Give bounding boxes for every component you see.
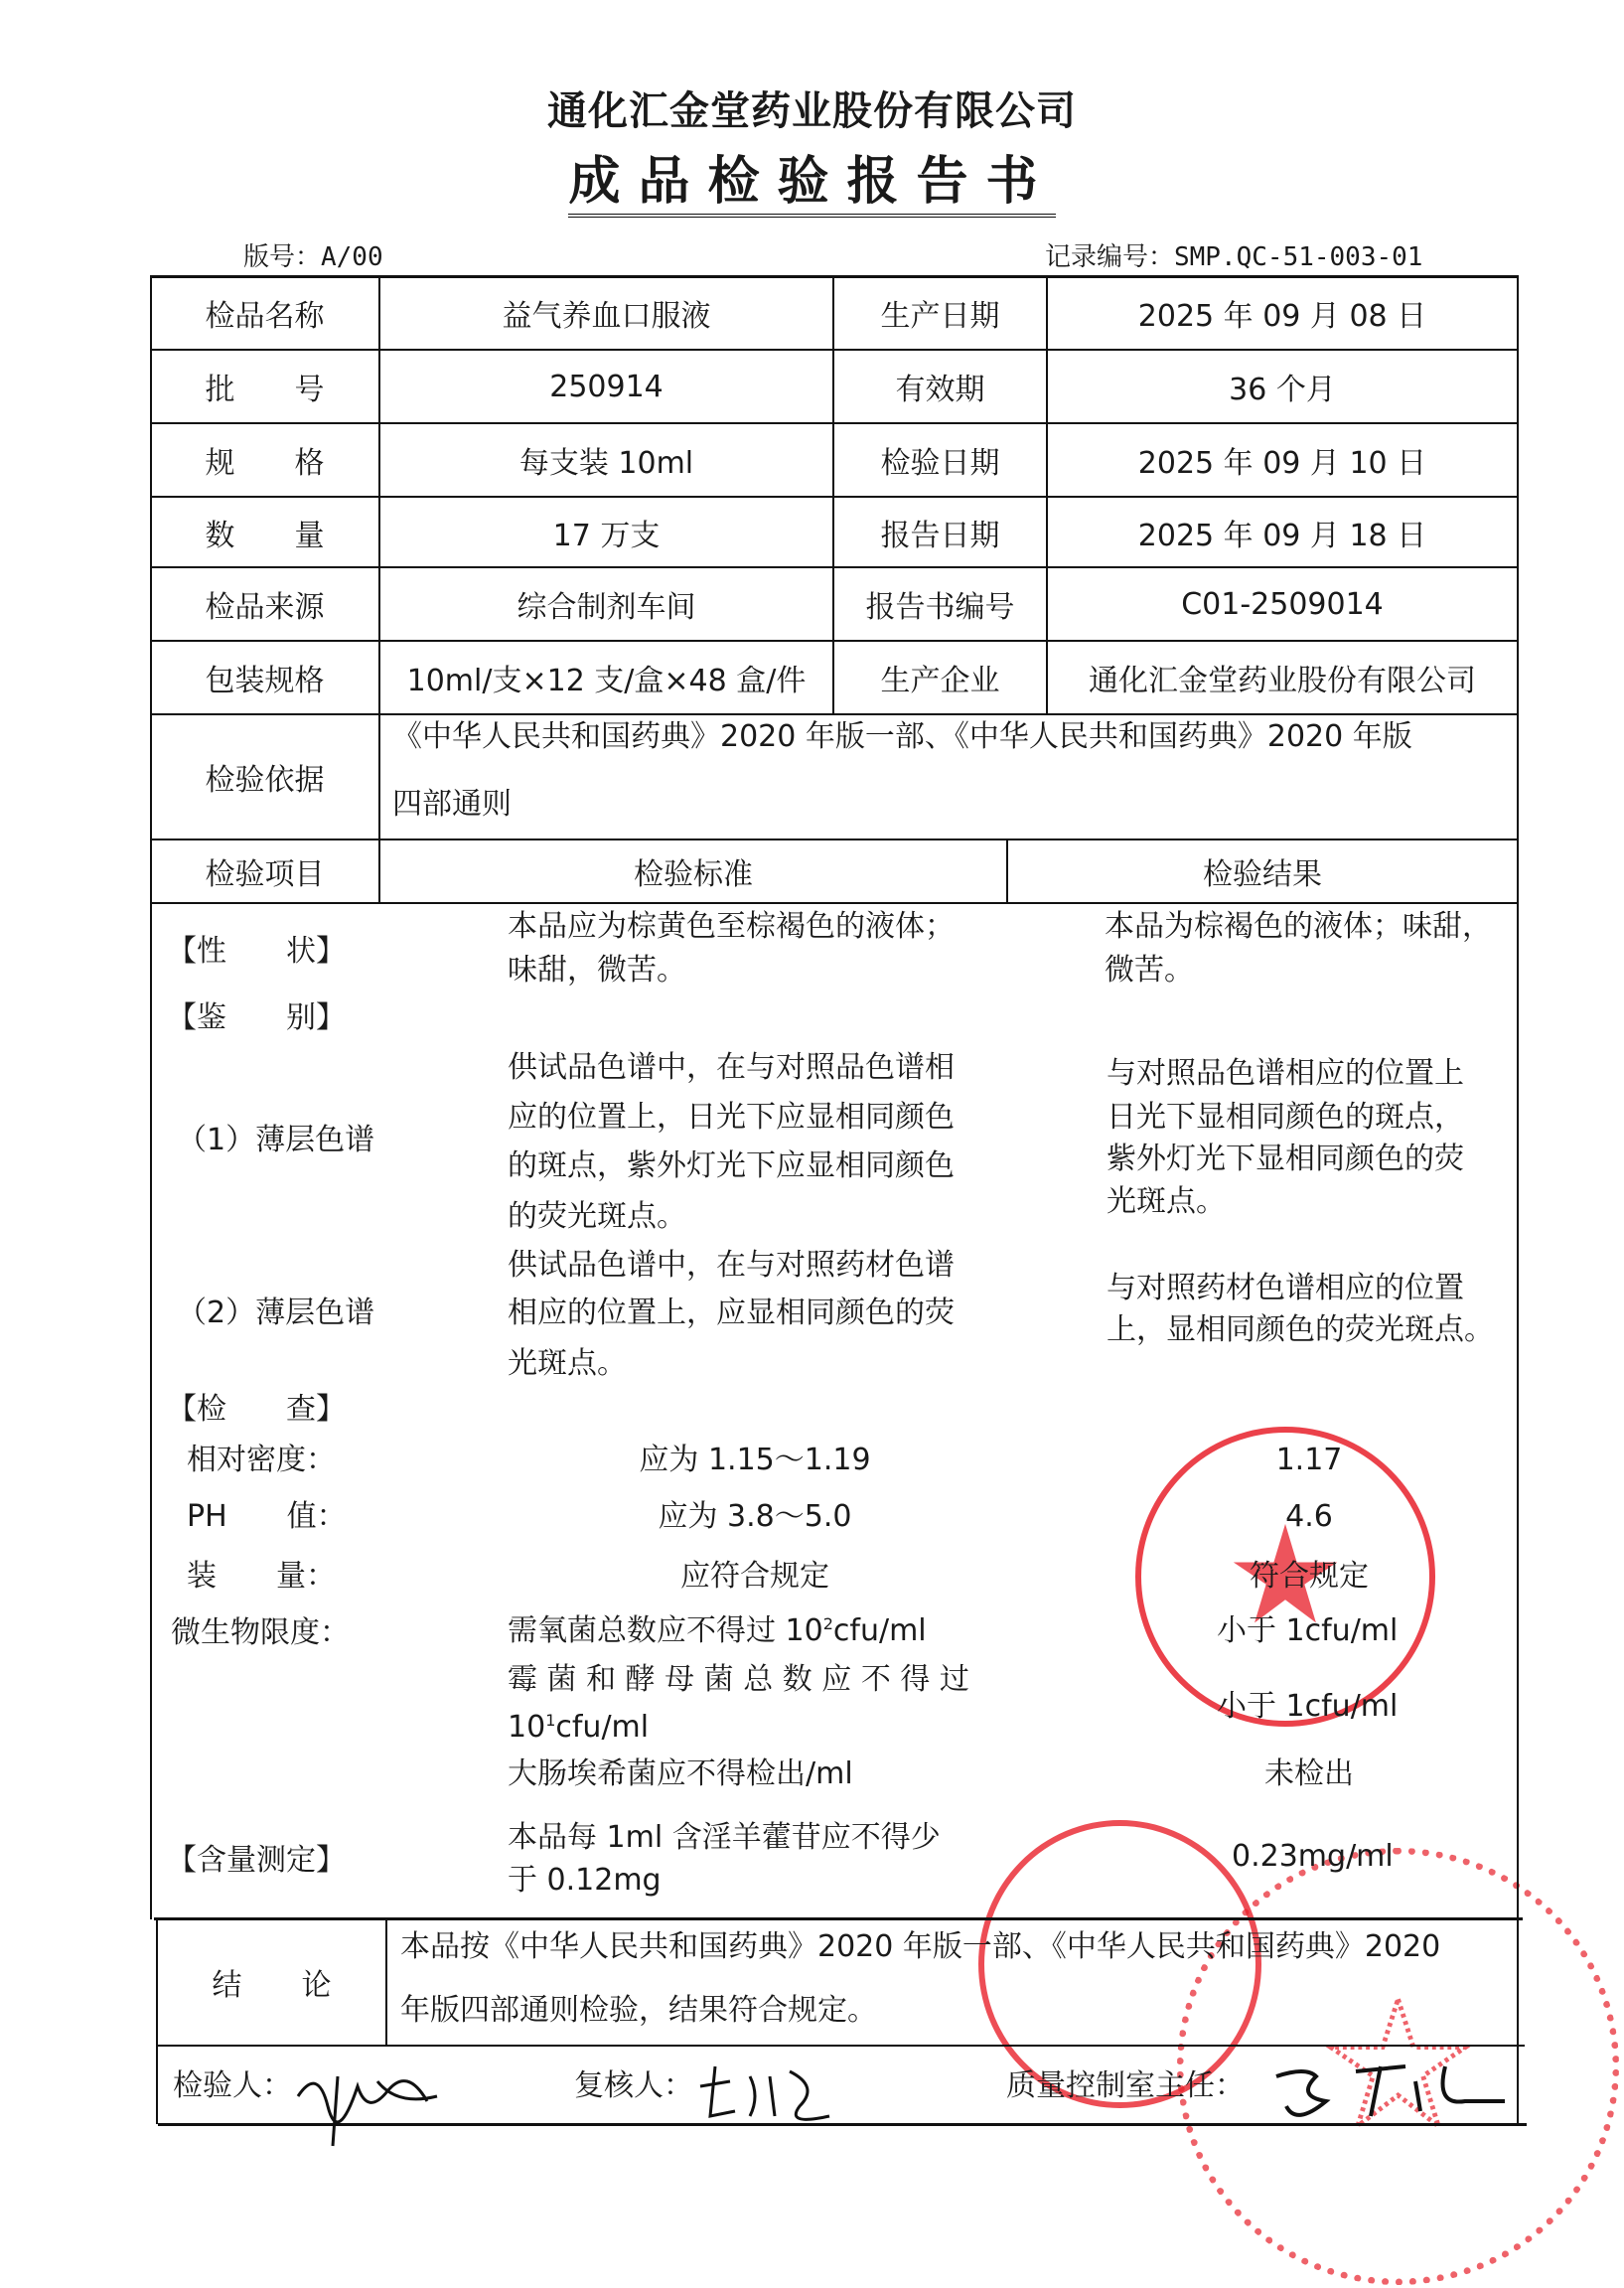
result-line: 日光下显相同颜色的斑点，: [1107, 1100, 1464, 1135]
value-report-no: C01-2509014: [1181, 586, 1384, 622]
col-item: 检验项目: [205, 857, 325, 892]
col-result: 检验结果: [1203, 857, 1322, 892]
result-filling: 符合规定: [1250, 1559, 1369, 1594]
value-test-date: 2025 年 09 月 10 日: [1137, 446, 1427, 481]
label-test-date: 检验日期: [880, 446, 1000, 481]
record-number: 记录编号：SMP.QC-51-003-01: [1045, 242, 1423, 272]
label-validity: 有效期: [895, 373, 985, 407]
inspector-label: 检验人：: [173, 2068, 292, 2103]
exponent: 2: [822, 1614, 833, 1633]
result-assay: 0.23mg/ml: [1232, 1839, 1394, 1874]
std-line: 的斑点，紫外灯光下应显相同颜色: [508, 1148, 955, 1183]
inspector-signature: [288, 2047, 447, 2156]
divider: [150, 902, 1519, 904]
std-text: cfu/ml: [555, 1710, 650, 1745]
exponent: 1: [545, 1711, 556, 1730]
conclusion-line2: 年版四部通则检验，结果符合规定。: [400, 1993, 877, 2028]
std-line: 味甜，微苦。: [508, 953, 686, 988]
std-line: 于 0.12mg: [508, 1863, 662, 1898]
item-inspection: 【检 查】: [167, 1392, 346, 1427]
std-micro-2a: 霉 菌 和 酵 母 菌 总 数 应 不 得 过: [508, 1662, 969, 1697]
divider: [385, 1917, 387, 2045]
value-packaging: 10ml/支×12 支/盒×48 盒/件: [406, 664, 807, 698]
value-manufacturer: 通化汇金堂药业股份有限公司: [1089, 664, 1476, 698]
reviewer-label: 复核人：: [574, 2068, 693, 2103]
std-micro-2b: [508, 1710, 649, 1746]
value-product-name: 益气养血口服液: [502, 299, 711, 334]
item-micro: 微生物限度：: [171, 1615, 350, 1650]
qc-head-signature: [1266, 2047, 1515, 2136]
divider: [1517, 276, 1519, 2124]
std-line: 光斑点。: [508, 1346, 627, 1381]
label-production-date: 生产日期: [880, 299, 1000, 334]
label-product-name: 检品名称: [205, 299, 325, 334]
item-identification: 【鉴 别】: [167, 1000, 346, 1035]
result-line: 本品为棕褐色的液体；味甜，: [1105, 909, 1492, 944]
value-source: 综合制剂车间: [517, 590, 696, 625]
std-filling: 应符合规定: [680, 1559, 829, 1594]
std-text: cfu/ml: [832, 1613, 927, 1648]
result-line: 与对照药材色谱相应的位置: [1107, 1271, 1464, 1305]
std-text: 10: [508, 1710, 546, 1745]
col-standard: 检验标准: [634, 857, 753, 892]
conclusion-line1: 本品按《中华人民共和国药典》2020 年版一部、《中华人民共和国药典》2020: [400, 1929, 1441, 1964]
item-tlc2: （2）薄层色谱: [177, 1296, 375, 1330]
result-density: 1.17: [1275, 1443, 1343, 1477]
label-manufacturer: 生产企业: [880, 664, 1000, 698]
result-line: 与对照品色谱相应的位置上: [1107, 1056, 1464, 1091]
value-validity: 36 个月: [1229, 373, 1336, 407]
label-quantity: 数 量: [205, 518, 325, 553]
version-number: 版号：A/00: [243, 242, 383, 272]
basis-line2: 四部通则: [392, 787, 512, 822]
std-micro-3: 大肠埃希菌应不得检出/ml: [508, 1756, 853, 1791]
item-filling: 装 量：: [187, 1559, 336, 1594]
basis-line1: 《中华人民共和国药典》2020 年版一部、《中华人民共和国药典》2020 年版: [392, 719, 1412, 754]
item-assay: 【含量测定】: [167, 1843, 346, 1878]
report-title: 成品检验报告书: [0, 139, 1624, 214]
result-line: 微苦。: [1105, 953, 1194, 988]
result-ph: 4.6: [1285, 1499, 1333, 1534]
label-basis: 检验依据: [205, 763, 325, 798]
std-line: 的荧光斑点。: [508, 1199, 686, 1234]
label-packaging: 包装规格: [205, 664, 325, 698]
value-batch: 250914: [549, 369, 664, 404]
value-report-date: 2025 年 09 月 18 日: [1137, 518, 1427, 553]
value-production-date: 2025 年 09 月 08 日: [1137, 299, 1427, 334]
result-micro-3: 未检出: [1264, 1756, 1354, 1791]
label-batch: 批 号: [205, 373, 325, 407]
std-line: 相应的位置上，应显相同颜色的荧: [508, 1296, 955, 1330]
item-tlc1: （1）薄层色谱: [177, 1123, 375, 1157]
std-micro-1: [508, 1613, 927, 1649]
item-ph: PH 值：: [187, 1499, 347, 1534]
std-text: 需氧菌总数应不得过 10: [508, 1613, 823, 1648]
std-line: 供试品色谱中，在与对照药材色谱: [508, 1248, 955, 1283]
item-appearance: 【性 状】: [167, 934, 346, 969]
result-line: 紫外灯光下显相同颜色的荧: [1107, 1142, 1464, 1176]
qc-head-label: 质量控制室主任：: [1006, 2068, 1245, 2103]
value-spec: 每支装 10ml: [518, 446, 694, 481]
std-line: 供试品色谱中，在与对照品色谱相: [508, 1050, 955, 1085]
label-spec: 规 格: [205, 446, 325, 481]
std-line: 本品每 1ml 含淫羊藿苷应不得少: [508, 1820, 941, 1855]
item-density: 相对密度：: [187, 1443, 336, 1477]
result-line: 上，显相同颜色的荧光斑点。: [1107, 1312, 1494, 1347]
std-density: 应为 1.15～1.19: [639, 1443, 871, 1477]
label-report-date: 报告日期: [880, 518, 1000, 553]
label-conclusion: 结 论: [212, 1968, 332, 2003]
label-source: 检品来源: [205, 590, 325, 625]
result-micro-1: 小于 1cfu/ml: [1217, 1613, 1399, 1648]
company-name: 通化汇金堂药业股份有限公司: [547, 88, 1077, 134]
std-line: 本品应为棕黄色至棕褐色的液体；: [508, 909, 955, 944]
result-line: 光斑点。: [1107, 1184, 1226, 1219]
std-line: 应的位置上，日光下应显相同颜色: [508, 1100, 955, 1135]
label-report-no: 报告书编号: [865, 590, 1015, 625]
std-ph: 应为 3.8～5.0: [658, 1499, 852, 1534]
result-micro-2: 小于 1cfu/ml: [1217, 1689, 1399, 1724]
value-quantity: 17 万支: [552, 518, 661, 553]
reviewer-signature: [690, 2057, 849, 2136]
